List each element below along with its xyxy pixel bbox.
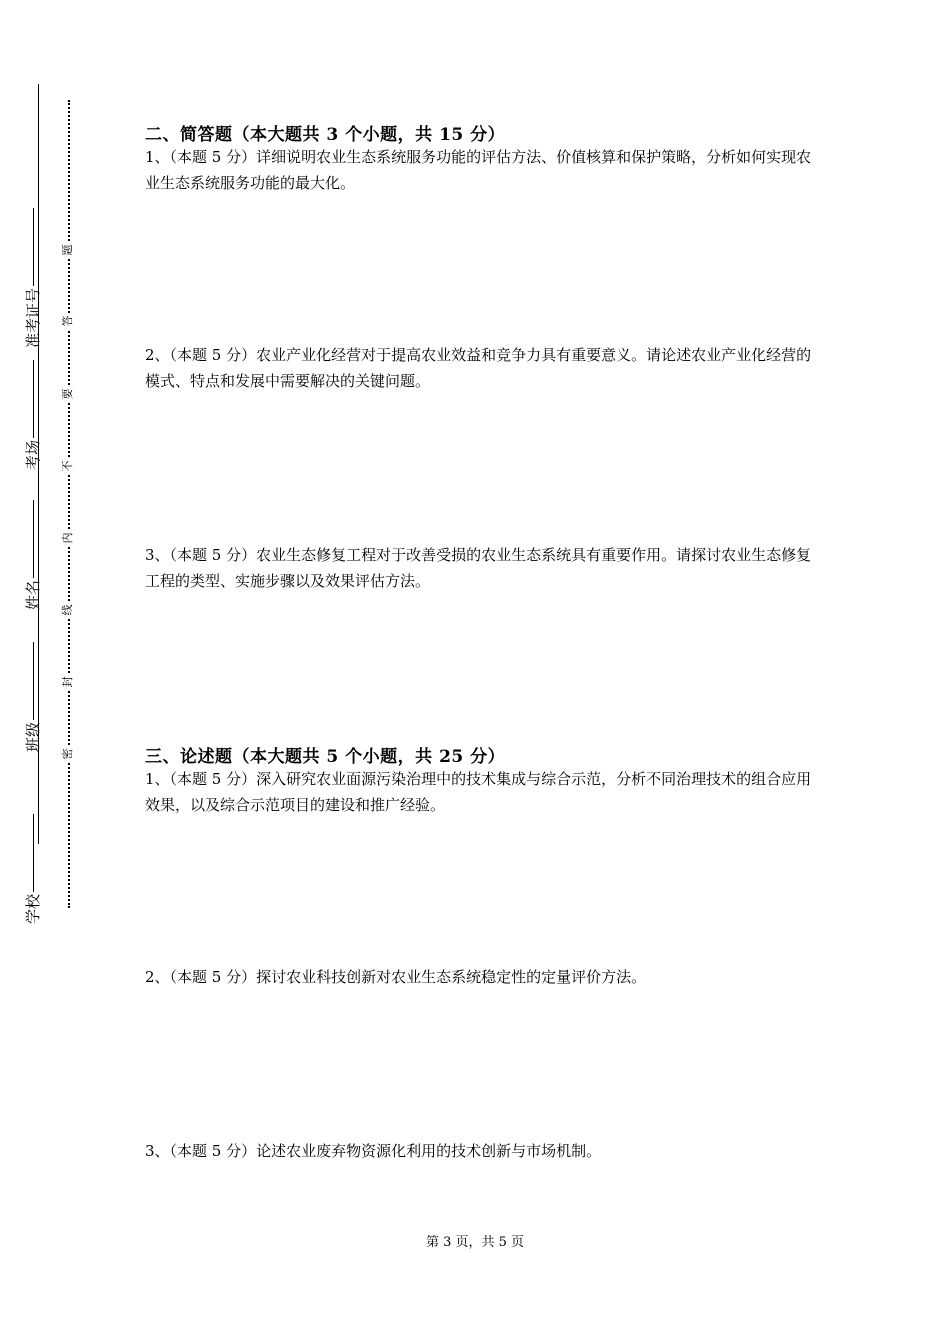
fill-in-underline	[32, 360, 34, 438]
question-item: 1、（本题 5 分）深入研究农业面源污染治理中的技术集成与综合示范，分析不同治理技术的组合应用效果，以及综合示范项目的建设和推广经验。	[145, 770, 812, 814]
fill-in-underline	[32, 500, 34, 578]
name-field: 姓名	[22, 500, 43, 610]
question-item: 1、（本题 5 分）详细说明农业生态系统服务功能的评估方法、价值核算和保护策略，分析如何实现农业生态系统服务功能的最大化。	[145, 148, 812, 192]
seal-char: 封	[60, 674, 76, 690]
school-field: 学校	[22, 814, 43, 924]
section-title-essay: 三、论述题（本大题共 5 个小题，共 25 分）	[145, 747, 506, 767]
question-item: 2、（本题 5 分）农业产业化经营对于提高农业效益和竞争力具有重要意义。请论述农业产业化经营的模式、特点和发展中需要解决的关键问题。	[145, 346, 812, 390]
page-number: 第 3 页，共 5 页	[425, 1235, 525, 1250]
seal-char: 线	[60, 602, 76, 618]
fill-in-underline	[32, 642, 34, 720]
fill-in-underline	[32, 208, 34, 286]
section-title-short-answer: 二、简答题（本大题共 3 个小题，共 15 分）	[145, 125, 506, 145]
exam-room-field: 考场	[22, 360, 43, 470]
seal-char: 不	[60, 458, 76, 474]
binding-dotted-line	[68, 100, 70, 908]
class-field: 班级	[22, 642, 43, 752]
seal-char: 要	[60, 386, 76, 402]
seal-char: 答	[60, 313, 76, 329]
seal-char: 密	[60, 746, 76, 762]
seal-char: 内	[60, 530, 76, 546]
exam-id-field: 准考证号	[22, 208, 43, 348]
question-item: 3、（本题 5 分）论述农业废弃物资源化利用的技术创新与市场机制。	[145, 1142, 602, 1160]
question-item: 3、（本题 5 分）农业生态修复工程对于改善受损的农业生态系统具有重要作用。请探讨农业生态修复工程的类型、实施步骤以及效果评估方法。	[145, 546, 812, 590]
question-item: 2、（本题 5 分）探讨农业科技创新对农业生态系统稳定性的定量评价方法。	[145, 968, 647, 986]
fill-in-underline	[32, 814, 34, 892]
seal-char: 题	[60, 242, 76, 258]
